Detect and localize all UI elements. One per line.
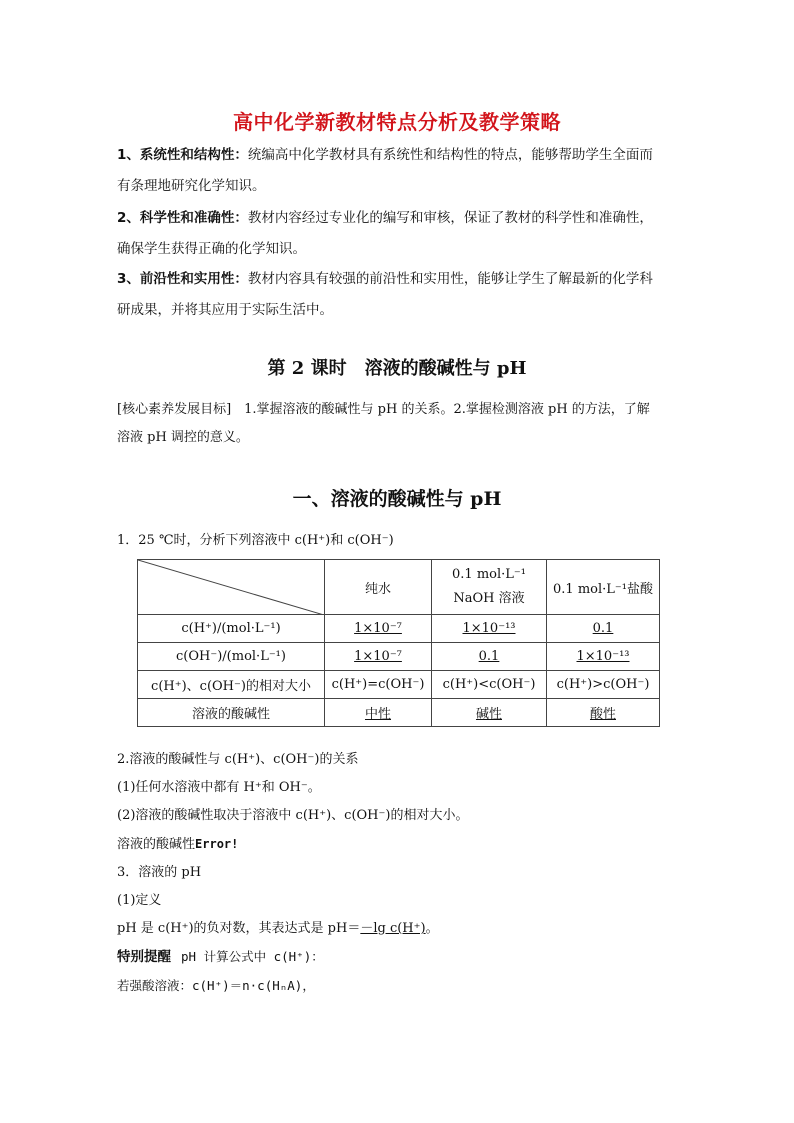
goals-line-2: 溶液 pH 调控的意义。 (117, 430, 249, 445)
row-label-relative: c(H⁺)、c(OH⁻)的相对大小 (138, 671, 325, 699)
lesson-title: 第 2 课时 溶液的酸碱性与 pH (267, 358, 527, 379)
goals-line-1: [核心素养发展目标] 1.掌握溶液的酸碱性与 pH 的关系。2.掌握检测溶液 pH 的方法，了解 (117, 402, 650, 417)
row-label-oh: c(OH⁻)/(mol·L⁻¹) (138, 643, 325, 671)
cell-oh-water: 1×10⁻⁷ (354, 649, 402, 664)
point-2-text: 教材内容经过专业化的编写和审核，保证了教材的科学性和准确性， (247, 210, 653, 226)
cell-rel-hcl: c(H⁺)>c(OH⁻) (556, 677, 650, 692)
cell-h-naoh: 1×10⁻¹³ (462, 621, 516, 636)
tip-formula: 若强酸溶液：c(H⁺)＝n·c(HₙA)， (117, 978, 315, 993)
cell-oh-naoh: 0.1 (478, 649, 500, 664)
point-3 (117, 264, 683, 325)
cell-acid-naoh: 碱性 (475, 707, 502, 722)
ph-def-end: 。 (425, 921, 439, 936)
question-2-3: 溶液的酸碱性 (117, 837, 196, 852)
point-1-text: 统编高中化学教材具有系统性和结构性的特点，能够帮助学生全面而 (247, 147, 653, 163)
diagonal-line (138, 560, 324, 615)
tip-text: pH 计算公式中 c(H⁺)： (181, 949, 324, 964)
cell-rel-water: c(H⁺)=c(OH⁻) (331, 677, 425, 692)
row-label-acidity: 溶液的酸碱性 (138, 699, 325, 727)
point-3-cont: 研成果，并将其应用于实际生活中。 (117, 301, 333, 318)
question-2-block (117, 746, 687, 1001)
point-2-lead: 2、科学性和准确性： (117, 210, 248, 226)
cell-h-hcl: 0.1 (592, 621, 614, 636)
header-naoh (432, 560, 547, 615)
core-goals (117, 396, 687, 452)
question-3-1: (1)定义 (117, 893, 162, 908)
cell-rel-naoh: c(H⁺)<c(OH⁻) (442, 677, 536, 692)
point-2-cont: 确保学生获得正确的化学知识。 (117, 240, 306, 257)
question-2-2: (2)溶液的酸碱性取决于溶液中 c(H⁺)、c(OH⁻)的相对大小。 (117, 808, 469, 823)
question-2-title: 2.溶液的酸碱性与 c(H⁺)、c(OH⁻)的关系 (117, 752, 359, 767)
header-naoh-line2: NaOH 溶液 (453, 591, 525, 606)
point-1-lead: 1、系统性和结构性： (117, 147, 248, 163)
cell-acid-water: 中性 (364, 707, 391, 722)
cell-oh-hcl: 1×10⁻¹³ (576, 649, 630, 664)
question-1: 1．25 ℃时，分析下列溶液中 c(H⁺)和 c(OH⁻) (117, 533, 394, 548)
point-2 (117, 203, 683, 264)
point-3-text: 教材内容具有较强的前沿性和实用性，能够让学生了解最新的化学科 (247, 271, 653, 287)
error-text: Error! (195, 837, 239, 851)
header-naoh-line1: 0.1 mol·L⁻¹ (452, 567, 526, 582)
page-title: 高中化学新教材特点分析及教学策略 (233, 110, 561, 134)
header-hcl: 0.1 mol·L⁻¹盐酸 (547, 560, 660, 615)
header-pure-water: 纯水 (325, 560, 432, 615)
point-1 (117, 140, 683, 201)
cell-h-water: 1×10⁻⁷ (354, 621, 402, 636)
point-3-lead: 3、前沿性和实用性： (117, 271, 248, 287)
ph-table (137, 559, 660, 727)
question-3-title: 3．溶液的 pH (117, 865, 202, 880)
ph-formula: －lg c(H⁺) (360, 921, 426, 936)
tip-line (117, 950, 324, 965)
cell-acid-hcl: 酸性 (589, 707, 616, 722)
question-2-1: (1)任何水溶液中都有 H⁺和 OH⁻。 (117, 780, 321, 795)
table-corner-cell (138, 560, 325, 615)
ph-definition (117, 921, 439, 936)
section-title: 一、溶液的酸碱性与 pH (292, 488, 502, 510)
tip-label: 特别提醒 (117, 949, 171, 965)
row-label-h: c(H⁺)/(mol·L⁻¹) (138, 615, 325, 643)
point-1-cont: 有条理地研究化学知识。 (117, 177, 266, 194)
ph-def-text: pH 是 c(H⁺)的负对数，其表达式是 pH＝ (117, 921, 361, 936)
